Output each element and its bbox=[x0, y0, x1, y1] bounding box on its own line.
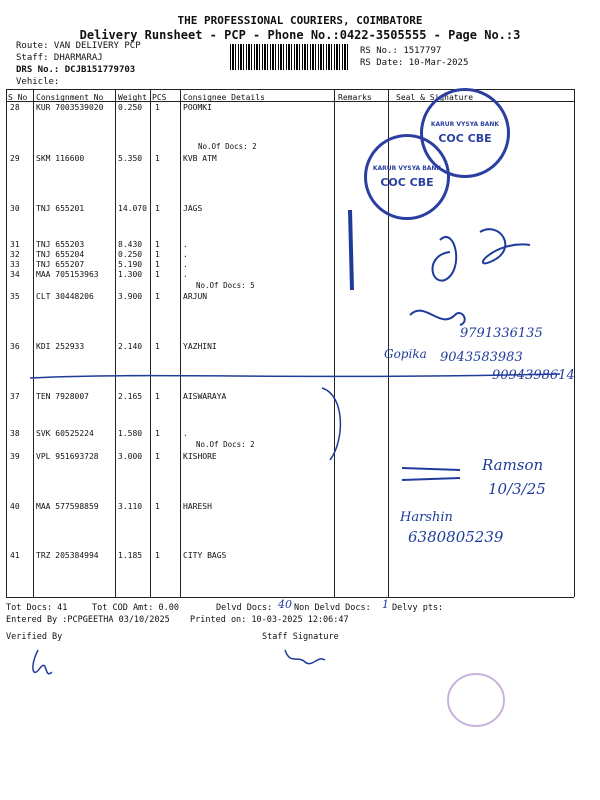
cell-weight: 3.900 bbox=[118, 292, 143, 301]
cell-sno: 32 bbox=[10, 250, 20, 259]
docs-note: No.Of Docs: 2 bbox=[198, 142, 257, 151]
cell-consignee: KVB ATM bbox=[183, 154, 217, 163]
cell-pcs: 1 bbox=[155, 551, 160, 560]
cell-sno: 30 bbox=[10, 204, 20, 213]
non-delivered-docs-count: 1 bbox=[382, 598, 389, 611]
staff-label: Staff: DHARMARAJ bbox=[16, 53, 103, 63]
cell-sno: 37 bbox=[10, 392, 20, 401]
cell-pcs: 1 bbox=[155, 392, 160, 401]
cell-consignee: KISHORE bbox=[183, 452, 217, 461]
cell-consignment: VPL 951693728 bbox=[36, 452, 99, 461]
staff-signature-label: Staff Signature bbox=[262, 632, 339, 642]
col-header-remarks: Remarks bbox=[338, 93, 372, 102]
cell-consignee: . bbox=[183, 240, 188, 249]
cell-pcs: 1 bbox=[155, 292, 160, 301]
cell-consignment: TRZ 205384994 bbox=[36, 551, 99, 560]
docs-note: No.Of Docs: 5 bbox=[196, 281, 255, 290]
cell-weight: 0.250 bbox=[118, 250, 143, 259]
printed-on: Printed on: 10-03-2025 12:06:47 bbox=[190, 615, 349, 625]
cell-pcs: 1 bbox=[155, 270, 160, 279]
cell-weight: 1.185 bbox=[118, 551, 143, 560]
cell-consignment: SVK 60525224 bbox=[36, 429, 94, 438]
cell-consignee: AISWARAYA bbox=[183, 392, 227, 401]
cell-weight: 5.350 bbox=[118, 154, 143, 163]
cell-sno: 35 bbox=[10, 292, 20, 301]
cell-weight: 1.300 bbox=[118, 270, 143, 279]
cell-consignee: CITY BAGS bbox=[183, 551, 227, 560]
handwritten-date: 10/3/25 bbox=[488, 480, 546, 498]
cell-sno: 33 bbox=[10, 260, 20, 269]
stamp-bank-text: KARUR VYSYA BANK bbox=[430, 120, 500, 128]
cell-sno: 38 bbox=[10, 429, 20, 438]
cell-consignment: TNJ 655201 bbox=[36, 204, 85, 213]
cell-consignment: KUR 7003539020 bbox=[36, 103, 104, 112]
entered-by: Entered By :PCPGEETHA 03/10/2025 bbox=[6, 615, 170, 625]
cell-sno: 29 bbox=[10, 154, 20, 163]
cell-pcs: 1 bbox=[155, 452, 160, 461]
handwritten-name: Harshin bbox=[400, 510, 453, 525]
non-delivered-docs-label: Non Delvd Docs: bbox=[294, 603, 371, 613]
cell-sno: 28 bbox=[10, 103, 20, 112]
cell-sno: 40 bbox=[10, 502, 20, 511]
cell-pcs: 1 bbox=[155, 204, 160, 213]
cell-pcs: 1 bbox=[155, 502, 160, 511]
cell-consignment: TEN 7928007 bbox=[36, 392, 89, 401]
delivery-points-label: Delvy pts: bbox=[392, 603, 444, 613]
handwritten-phone: 9791336135 bbox=[460, 326, 543, 341]
col-header-consignee: Consignee Details bbox=[183, 93, 265, 102]
rs-number: RS No.: 1517797 bbox=[360, 46, 442, 56]
cell-consignee: . bbox=[183, 260, 188, 269]
stamp-bank-text: KARUR VYSYA BANK bbox=[372, 164, 442, 172]
cell-consignment: TNJ 655203 bbox=[36, 240, 85, 249]
stamp-code-text: COC CBE bbox=[438, 132, 492, 145]
col-header-sno: S No bbox=[8, 93, 28, 102]
cell-consignment: TNJ 655204 bbox=[36, 250, 85, 259]
col-header-weight: Weight bbox=[118, 93, 147, 102]
cell-consignee: ARJUN bbox=[183, 292, 208, 301]
handwritten-phone: 6380805239 bbox=[408, 528, 504, 546]
cell-consignment: KDI 252933 bbox=[36, 342, 85, 351]
cell-consignee: POOMKI bbox=[183, 103, 212, 112]
delivered-docs-label: Delvd Docs: bbox=[216, 603, 273, 613]
col-header-consignment: Consignment No bbox=[36, 93, 104, 102]
cell-consignee: . bbox=[183, 270, 188, 279]
runsheet-title: Delivery Runsheet - PCP - Phone No.:0422-3505555 - Page No.:3 bbox=[79, 28, 521, 42]
cell-sno: 41 bbox=[10, 551, 20, 560]
verified-by-label: Verified By bbox=[6, 632, 63, 642]
cell-weight: 2.140 bbox=[118, 342, 143, 351]
total-docs: Tot Docs: 41 bbox=[6, 603, 68, 613]
cell-weight: 5.190 bbox=[118, 260, 143, 269]
vehicle-label: Vehicle: bbox=[16, 77, 60, 87]
col-header-pcs: PCS bbox=[152, 93, 167, 102]
stamp-code-text: COC CBE bbox=[380, 176, 434, 189]
cell-sno: 36 bbox=[10, 342, 20, 351]
delivered-docs-count: 40 bbox=[278, 598, 292, 611]
cell-weight: 3.000 bbox=[118, 452, 143, 461]
cell-consignment: SKM 116600 bbox=[36, 154, 85, 163]
cell-consignment: CLT 30448206 bbox=[36, 292, 94, 301]
cell-consignee: JAGS bbox=[183, 204, 203, 213]
cell-pcs: 1 bbox=[155, 103, 160, 112]
cell-pcs: 1 bbox=[155, 250, 160, 259]
cell-weight: 3.110 bbox=[118, 502, 143, 511]
cell-pcs: 1 bbox=[155, 429, 160, 438]
handwritten-name: Ramson bbox=[482, 456, 544, 474]
rs-date: RS Date: 10-Mar-2025 bbox=[360, 58, 469, 68]
cell-consignment: MAA 705153963 bbox=[36, 270, 99, 279]
cell-weight: 0.250 bbox=[118, 103, 143, 112]
cell-consignee: YAZHINI bbox=[183, 342, 217, 351]
handwritten-phone: 9043583983 bbox=[440, 350, 523, 365]
cell-pcs: 1 bbox=[155, 342, 160, 351]
cell-weight: 1.580 bbox=[118, 429, 143, 438]
cell-sno: 34 bbox=[10, 270, 20, 279]
cell-pcs: 1 bbox=[155, 240, 160, 249]
cell-pcs: 1 bbox=[155, 260, 160, 269]
cell-consignee: . bbox=[183, 429, 188, 438]
cell-consignment: MAA 577598859 bbox=[36, 502, 99, 511]
route-label: Route: VAN DELIVERY PCP bbox=[16, 41, 141, 51]
company-name: THE PROFESSIONAL COURIERS, COIMBATORE bbox=[177, 14, 423, 27]
col-header-seal: Seal & Signature bbox=[396, 93, 474, 102]
cell-consignee: . bbox=[183, 250, 188, 259]
cell-sno: 39 bbox=[10, 452, 20, 461]
drs-number: DRS No.: DCJB151779703 bbox=[16, 65, 136, 75]
cell-consignment: TNJ 655207 bbox=[36, 260, 85, 269]
total-cod: Tot COD Amt: 0.00 bbox=[92, 603, 179, 613]
cell-consignee: HARESH bbox=[183, 502, 212, 511]
cell-weight: 8.430 bbox=[118, 240, 143, 249]
handwritten-name: Gopika bbox=[384, 347, 427, 361]
docs-note: No.Of Docs: 2 bbox=[196, 440, 255, 449]
cell-weight: 14.070 bbox=[118, 204, 147, 213]
cell-pcs: 1 bbox=[155, 154, 160, 163]
cell-sno: 31 bbox=[10, 240, 20, 249]
handwritten-phone: 9094398614 bbox=[492, 368, 575, 383]
cell-weight: 2.165 bbox=[118, 392, 143, 401]
